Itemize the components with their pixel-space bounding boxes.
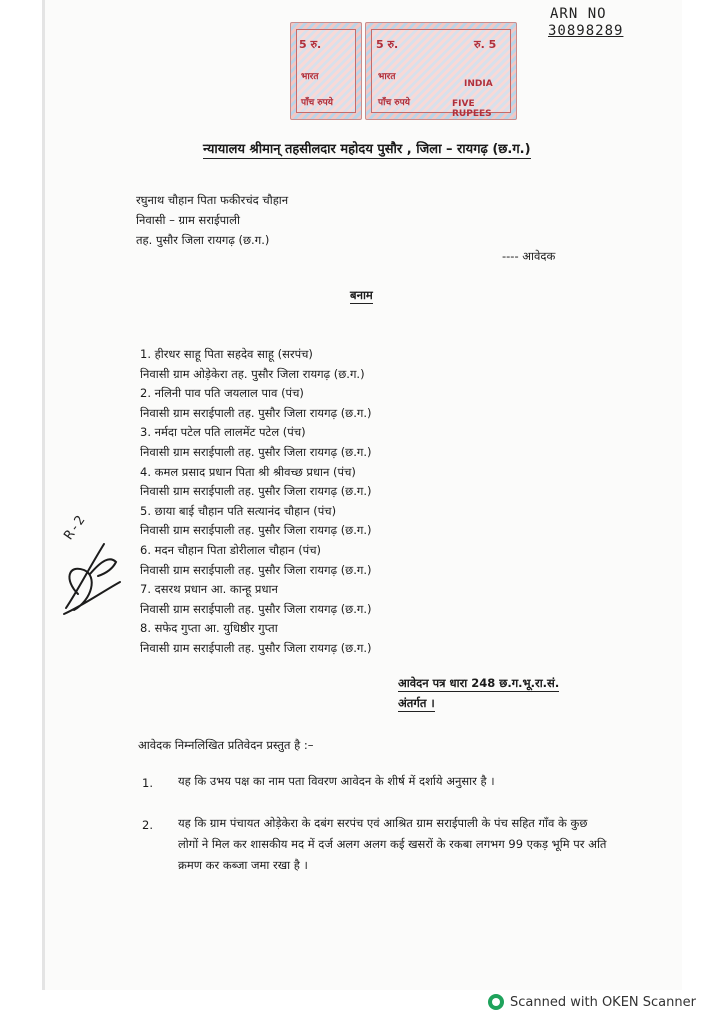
applicant-line: निवासी – ग्राम सराईपाली xyxy=(136,213,240,227)
court-heading: न्यायालय श्रीमान् तहसीलदार महोदय पुसौर , जिला – रायगढ़ (छ.ग.) xyxy=(203,139,531,159)
respondent-address: निवासी ग्राम सराईपाली तह. पुसौर जिला रायगढ़ (छ.ग.) xyxy=(140,562,372,577)
arn-label: ARN NO xyxy=(550,6,607,22)
stamp-value-en: FIVE RUPEES xyxy=(452,99,492,119)
stamp-denomination: रु. 5 xyxy=(474,38,497,51)
respondent-name: 3. नर्मदा पटेल पति लालमेंट पटेल (पंच) xyxy=(140,425,306,440)
point-text: यह कि उभय पक्ष का नाम पता विवरण आवेदन के शीर्ष में दर्शाये अनुसार है । xyxy=(178,774,495,788)
application-heading-line2: अंतर्गत । xyxy=(398,696,435,710)
applicant-role: ---- आवेदक xyxy=(502,249,556,263)
versus-heading: बनाम xyxy=(350,288,373,302)
respondent-address: निवासी ग्राम ओड़ेकेरा तह. पुसौर जिला रायगढ़ (छ.ग.) xyxy=(140,366,365,381)
revenue-stamp-2 xyxy=(365,22,517,120)
stamp-value: पाँच रुपये xyxy=(378,98,411,108)
respondent-address: निवासी ग्राम सराईपाली तह. पुसौर जिला रायगढ़ (छ.ग.) xyxy=(140,601,372,616)
respondent-name: 6. मदन चौहान पिता डोरीलाल चौहान (पंच) xyxy=(140,543,322,557)
scanner-logo-icon xyxy=(488,994,504,1010)
application-heading-line1: आवेदन पत्र धारा 248 छ.ग.भू.रा.सं. xyxy=(398,676,560,690)
respondent-name: 2. नलिनी पाव पति जयलाल पाव (पंच) xyxy=(140,386,304,401)
applicant-line: रघुनाथ चौहान पिता फकीरचंद चौहान xyxy=(136,193,289,207)
respondent-name: 8. सफेद गुप्ता आ. युधिष्ठीर गुप्ता xyxy=(140,621,278,636)
arn-number: 30898289 xyxy=(548,23,624,39)
point-number: 1. xyxy=(142,776,153,790)
respondent-name: 4. कमल प्रसाद प्रधान पिता श्री श्रीवच्छ प्रधान (पंच) xyxy=(140,464,356,479)
stamp-value: पाँच रुपये xyxy=(301,98,334,108)
respondent-address: निवासी ग्राम सराईपाली तह. पुसौर जिला रायगढ़ (छ.ग.) xyxy=(140,405,372,420)
scanner-footer xyxy=(488,994,696,1010)
stamp-country-en: INDIA xyxy=(464,79,493,89)
point-number: 2. xyxy=(142,818,153,832)
respondent-address: निवासी ग्राम सराईपाली तह. पुसौर जिला रायगढ़ (छ.ग.) xyxy=(140,641,372,655)
stamp-denomination: 5 रु. xyxy=(376,38,399,51)
scanner-footer-text: Scanned with OKEN Scanner xyxy=(510,994,696,1010)
point-text: यह कि ग्राम पंचायत ओड़ेकेरा के दबंग सरपंच एवं आश्रित ग्राम सराईपाली के पंच सहित गाँव के कुछ लोगों ने मिल कर शासकीय मद में दर्ज अलग अलग कई खसरों के रकबा लगभग 99 एकड़ भूमि पर अति क्रमण कर कब्जा जमा रखा है । xyxy=(178,816,607,872)
respondent-name: 7. दसरथ प्रधान आ. कान्हू प्रधान xyxy=(140,582,278,597)
margin-note: R-2 xyxy=(61,512,89,543)
intro-text: आवेदक निम्नलिखित प्रतिवेदन प्रस्तुत है :– xyxy=(138,738,314,752)
respondent-address: निवासी ग्राम सराईपाली तह. पुसौर जिला रायगढ़ (छ.ग.) xyxy=(140,523,372,538)
respondent-name: 1. हीरधर साहू पिता सहदेव साहू (सरपंच) xyxy=(140,347,313,361)
revenue-stamp-1 xyxy=(290,22,362,120)
page-fold-shadow xyxy=(42,0,45,990)
respondent-name: 5. छाया बाई चौहान पति सत्यानंद चौहान (पंच) xyxy=(140,503,337,518)
stamp-denomination: 5 रु. xyxy=(299,38,322,51)
respondent-address: निवासी ग्राम सराईपाली तह. पुसौर जिला रायगढ़ (छ.ग.) xyxy=(140,445,372,459)
respondent-address: निवासी ग्राम सराईपाली तह. पुसौर जिला रायगढ़ (छ.ग.) xyxy=(140,484,372,499)
stamp-country: भारत xyxy=(378,72,396,82)
applicant-line: तह. पुसौर जिला रायगढ़ (छ.ग.) xyxy=(136,233,270,247)
handwritten-signature xyxy=(58,530,128,620)
stamp-country: भारत xyxy=(301,72,319,82)
